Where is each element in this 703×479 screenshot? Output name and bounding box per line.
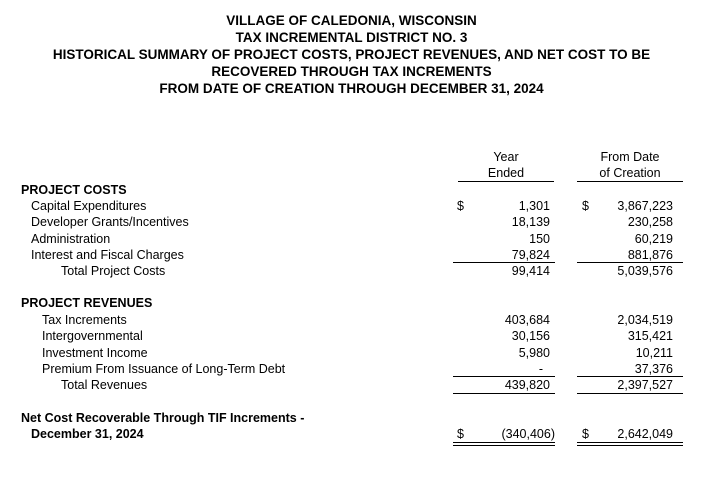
creation-value: 2,034,519 [617,313,673,327]
creation-total: 2,397,527 [617,378,673,392]
row-label: Premium From Issuance of Long-Term Debt [42,362,286,376]
row-label: Intergovernmental [42,329,143,343]
total-label: Total Revenues [61,378,148,392]
double-rule-bottom [577,445,683,446]
currency-symbol: $ [582,427,589,441]
total-rule [453,393,555,394]
year-value: 403,684 [504,313,550,327]
row-label: Investment Income [42,346,148,360]
total-rule [577,393,683,394]
creation-total: 5,039,576 [617,264,673,278]
double-rule-bottom [453,445,555,446]
title-line-1: VILLAGE OF CALEDONIA, WISCONSIN [226,13,477,28]
row-label: Administration [31,232,111,246]
currency-symbol: $ [457,199,464,213]
column-header-year-line-2: Ended [487,166,525,180]
creation-value: 3,867,223 [617,199,673,213]
year-value: 18,139 [511,215,550,229]
section-heading-revenues: PROJECT REVENUES [21,296,153,310]
creation-value: 60,219 [634,232,673,246]
year-value: 79,824 [511,248,550,262]
column-header-underline [577,181,683,182]
net-cost-label-line-2: December 31, 2024 [31,427,144,441]
title-line-4: RECOVERED THROUGH TAX INCREMENTS [211,64,492,79]
year-value: 150 [529,232,550,246]
net-year-value: (340,406) [501,427,555,441]
title-line-2: TAX INCREMENTAL DISTRICT NO. 3 [235,30,468,45]
row-label: Capital Expenditures [31,199,147,213]
currency-symbol: $ [457,427,464,441]
row-label: Interest and Fiscal Charges [31,248,184,262]
creation-value: 315,421 [627,329,673,343]
year-value: 30,156 [511,329,550,343]
year-total: 99,414 [511,264,550,278]
total-label: Total Project Costs [61,264,166,278]
currency-symbol: $ [582,199,589,213]
column-header-creation-line-2: of Creation [599,166,661,180]
creation-value: 881,876 [627,248,673,262]
creation-value: 230,258 [627,215,673,229]
double-rule-top [577,442,683,443]
year-value: 5,980 [518,346,550,360]
creation-value: 37,376 [634,362,673,376]
year-value: 1,301 [518,199,550,213]
column-header-year-line-1: Year [493,150,519,164]
title-line-5: FROM DATE OF CREATION THROUGH DECEMBER 31, 2024 [159,81,544,96]
net-cost-label-line-1: Net Cost Recoverable Through TIF Increments - [21,411,305,425]
double-rule-top [453,442,555,443]
row-label: Tax Increments [42,313,127,327]
column-header-underline [458,181,554,182]
year-total: 439,820 [504,378,550,392]
title-line-3: HISTORICAL SUMMARY OF PROJECT COSTS, PROJECT REVENUES, AND NET COST TO BE [52,47,651,62]
net-creation-value: 2,642,049 [617,427,673,441]
section-heading-costs: PROJECT COSTS [21,183,127,197]
year-value: - [538,362,543,376]
row-label: Developer Grants/Incentives [31,215,189,229]
creation-value: 10,211 [635,346,673,360]
column-header-creation-line-1: From Date [600,150,660,164]
